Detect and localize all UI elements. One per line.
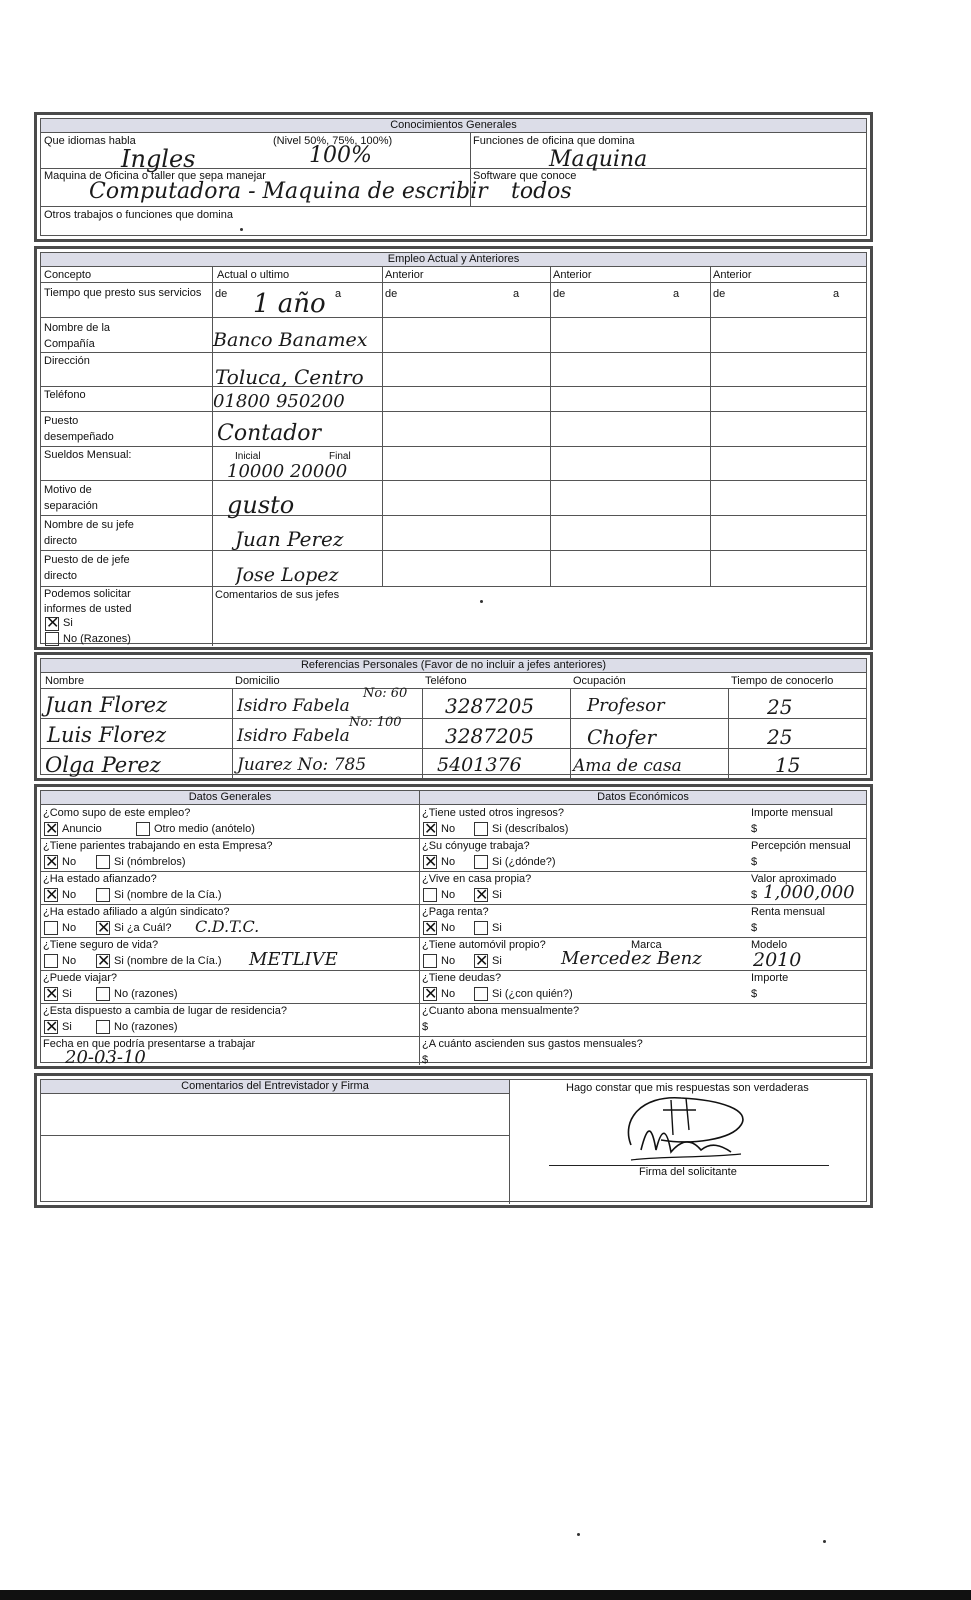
gen-q3-si: Si (nombre de la Cía.) [114, 889, 222, 901]
ref2-tiempo: 25 [767, 725, 793, 749]
eco-q2-no-mark: ✕ [424, 852, 438, 871]
gen-q1-otro: Otro medio (anótelo) [154, 823, 255, 835]
gen-q7-no: No (razones) [114, 1021, 178, 1033]
eco-q6-right: Importe [751, 972, 789, 984]
software-value: todos [511, 179, 572, 204]
gen-q3: ¿Ha estado afianzado? [43, 873, 157, 885]
eco-q8-dollar: $ [422, 1054, 429, 1066]
gen-q2-si: Si (nómbrelos) [114, 856, 186, 868]
row-label-compania: Nombre de la Compañía [44, 322, 111, 350]
podemos-si-mark: ✕ [46, 613, 60, 632]
eco-q2-right: Percepción mensual [751, 840, 851, 852]
puesto-jefe-value: Jose Lopez [235, 566, 339, 585]
jefe-value: Juan Perez [235, 527, 344, 551]
ref3-tiempo: 15 [775, 753, 801, 777]
eco-q5-marca: Marca [631, 939, 662, 951]
gen-q6: ¿Puede viajar? [43, 972, 117, 984]
scan-speck [823, 1540, 826, 1543]
ref3-domicilio: Juarez No: 785 [237, 755, 367, 775]
ref-header-domicilio: Domicilio [235, 675, 280, 687]
eco-q2-dollar: $ [751, 856, 758, 868]
gen-q8: Fecha en que podría presentarse a trabajar [43, 1038, 256, 1050]
gen-q8-value: 20-03-10 [65, 1047, 146, 1068]
ref3-telefono: 5401376 [437, 754, 522, 776]
ref2-nombre: Luis Florez [47, 723, 167, 747]
de-ant3: de [713, 288, 726, 300]
ref3-ocupacion: Ama de casa [573, 756, 682, 776]
podemos-label: Podemos solicitar informes de usted [44, 588, 132, 615]
col-concepto: Concepto [44, 269, 92, 281]
row-label-sueldos: Sueldos Mensual: [44, 449, 132, 461]
ref1-nombre: Juan Florez [45, 693, 168, 717]
eco-q5-si-mark: ✕ [475, 951, 489, 970]
compania-value: Banco Banamex [213, 329, 368, 351]
gen-q7-si-mark: ✕ [45, 1017, 59, 1036]
gen-q6-si: Si [62, 988, 72, 1000]
scan-speck [480, 600, 483, 603]
motivo-value: gusto [227, 491, 295, 519]
eco-q1-no-mark: ✕ [424, 819, 438, 838]
gen-q5-no: No [62, 955, 77, 967]
final-label: Final [329, 451, 351, 462]
a-ant1: a [513, 288, 520, 300]
gen-q1: ¿Como supo de este empleo? [43, 807, 191, 819]
eco-q8: ¿A cuánto ascienden sus gastos mensuales? [422, 1038, 643, 1050]
row-label-direccion: Dirección [44, 355, 90, 367]
firma-label: Firma del solicitante [639, 1166, 737, 1178]
nivel-value: 100% [309, 143, 372, 168]
gen-q5-si-mark: ✕ [97, 951, 111, 970]
eco-q4-no-mark: ✕ [424, 918, 438, 937]
a-actual: a [335, 288, 342, 300]
eco-q4: ¿Paga renta? [422, 906, 489, 918]
gen-q2-si-checkbox[interactable] [96, 855, 110, 869]
podemos-no-label: No (Razones) [63, 633, 131, 645]
firma-section [34, 1073, 873, 1208]
gen-q5: ¿Tiene seguro de vida? [43, 939, 159, 951]
gen-q2-no-mark: ✕ [45, 852, 59, 871]
gen-q6-no: No (razones) [114, 988, 178, 1000]
eco-q4-right: Renta mensual [751, 906, 825, 918]
col-anterior-2: Anterior [553, 269, 592, 281]
eco-q2-si-checkbox[interactable] [474, 855, 488, 869]
gen-q3-no-mark: ✕ [45, 885, 59, 904]
gen-q7-no-checkbox[interactable] [96, 1020, 110, 1034]
gen-q6-si-mark: ✕ [45, 984, 59, 1003]
eco-q4-dollar: $ [751, 922, 758, 934]
tiempo-value: 1 año [253, 289, 326, 319]
eco-q1-no: No [441, 823, 456, 835]
eco-q2-no: No [441, 856, 456, 868]
col-anterior-3: Anterior [713, 269, 752, 281]
direccion-value: Toluca, Centro [215, 365, 364, 389]
nivel-label: (Nivel 50%, 75%, 100%) [273, 135, 393, 147]
gen-q4-si-mark: ✕ [97, 918, 111, 937]
empleo-section [34, 246, 873, 650]
conocimientos-section [34, 112, 873, 242]
conocimientos-title: Conocimientos Generales [41, 119, 866, 133]
ref1-telefono: 3287205 [445, 694, 535, 718]
sueldos-value: 10000 20000 [227, 461, 348, 482]
eco-q5: ¿Tiene automóvil propio? [422, 939, 546, 951]
referencias-section [34, 652, 873, 781]
gen-q1-anuncio-mark: ✕ [45, 819, 59, 838]
eco-q6-si: Si (¿con quién?) [492, 988, 573, 1000]
gen-q7-si: Si [62, 1021, 72, 1033]
gen-q7: ¿Esta dispuesto a cambia de lugar de residencia? [43, 1005, 287, 1017]
inicial-label: Inicial [235, 451, 261, 462]
ref1-domicilio: Isidro Fabela [237, 696, 350, 716]
a-ant3: a [833, 288, 840, 300]
de-actual: de [215, 288, 228, 300]
eco-q7-dollar: $ [422, 1021, 429, 1033]
eco-q2-si: Si (¿dónde?) [492, 856, 556, 868]
gen-q4-no-checkbox[interactable] [44, 921, 58, 935]
constar-text: Hago constar que mis respuestas son verdaderas [566, 1082, 809, 1094]
ref-header-nombre: Nombre [45, 675, 85, 687]
software-label: Software que conoce [473, 170, 577, 182]
signature-image [601, 1090, 791, 1170]
eco-q5-no: No [441, 955, 456, 967]
eco-q5-no-checkbox[interactable] [423, 954, 437, 968]
gen-q4: ¿Ha estado afiliado a algún sindicato? [43, 906, 230, 918]
col-anterior-1: Anterior [385, 269, 424, 281]
otros-label: Otros trabajos o funciones que domina [44, 209, 233, 221]
gen-q5-value: METLIVE [249, 949, 338, 970]
referencias-title: Referencias Personales (Favor de no incluir a jefes anteriores) [41, 659, 866, 673]
row-label-motivo: Motivo de separación [44, 484, 98, 512]
eco-q3-no-checkbox[interactable] [423, 888, 437, 902]
eco-q3-dollar: $ [751, 889, 758, 901]
funciones-value: Maquina [549, 147, 648, 172]
row-label-puesto-jefe: Puesto de de jefe directo [44, 554, 130, 582]
scan-speck [577, 1533, 580, 1536]
eco-q5-si: Si [492, 955, 502, 967]
eco-q1: ¿Tiene usted otros ingresos? [422, 807, 565, 819]
maquina-value: Computadora - Maquina de escribir [89, 179, 488, 204]
gen-q4-no: No [62, 922, 77, 934]
col-actual: Actual o ultimo [217, 269, 290, 281]
telefono-value: 01800 950200 [213, 391, 345, 412]
gen-q5-si: Si (nombre de la Cía.) [114, 955, 222, 967]
ref3-nombre: Olga Perez [45, 753, 161, 777]
gen-q6-no-checkbox[interactable] [96, 987, 110, 1001]
ref-header-tiempo: Tiempo de conocerlo [731, 675, 834, 687]
eco-q6: ¿Tiene deudas? [422, 972, 502, 984]
eco-q3-no: No [441, 889, 456, 901]
gen-q2: ¿Tiene parientes trabajando en esta Empresa? [43, 840, 273, 852]
gen-q4-value: C.D.T.C. [195, 917, 260, 936]
eco-q6-dollar: $ [751, 988, 758, 1000]
ref2-domicilio: Isidro Fabela [237, 726, 350, 746]
eco-q3-si-mark: ✕ [475, 885, 489, 904]
eco-q4-si-checkbox[interactable] [474, 921, 488, 935]
eco-q5-modelo-value: 2010 [753, 949, 802, 971]
a-ant2: a [673, 288, 680, 300]
gen-q5-no-checkbox[interactable] [44, 954, 58, 968]
puesto-value: Contador [217, 421, 322, 446]
eco-q6-no-mark: ✕ [424, 984, 438, 1003]
gen-q1-otro-checkbox[interactable] [136, 822, 150, 836]
ref2-ocupacion: Chofer [587, 725, 657, 749]
ref1-tiempo: 25 [767, 695, 793, 719]
eco-q5-right: Modelo [751, 939, 788, 951]
gen-q1-anuncio: Anuncio [62, 823, 102, 835]
idioma-value: Ingles [121, 145, 196, 173]
eco-q1-dollar: $ [751, 823, 758, 835]
eco-q2: ¿Su cónyuge trabaja? [422, 840, 530, 852]
de-ant2: de [553, 288, 566, 300]
eco-q4-si: Si [492, 922, 502, 934]
idiomas-label: Que idiomas habla [44, 135, 136, 147]
eco-q6-si-checkbox[interactable] [474, 987, 488, 1001]
scan-speck [240, 228, 243, 231]
eco-q6-no: No [441, 988, 456, 1000]
row-label-puesto: Puesto desempeñado [44, 415, 114, 443]
eco-q1-si: Si (descríbalos) [492, 823, 569, 835]
podemos-no-checkbox[interactable] [45, 632, 59, 646]
scan-bottom-edge [0, 1590, 971, 1600]
gen-q2-no: No [62, 856, 77, 868]
generales-title: Datos Generales [41, 791, 419, 805]
ref-header-ocupacion: Ocupación [573, 675, 626, 687]
datos-section [34, 784, 873, 1069]
comentarios-jefes-label: Comentarios de sus jefes [215, 589, 340, 601]
eco-q4-no: No [441, 922, 456, 934]
empleo-title: Empleo Actual y Anteriores [41, 253, 866, 267]
podemos-si-label: Si [63, 617, 73, 629]
ref1-numero: No: 60 [363, 686, 408, 701]
ref2-telefono: 3287205 [445, 724, 535, 748]
row-label-telefono: Teléfono [44, 389, 86, 401]
row-label-tiempo: Tiempo que presto sus servicios [44, 287, 202, 299]
gen-q3-no: No [62, 889, 77, 901]
eco-q3: ¿Vive en casa propia? [422, 873, 532, 885]
eco-q1-right: Importe mensual [751, 807, 833, 819]
de-ant1: de [385, 288, 398, 300]
eco-q1-si-checkbox[interactable] [474, 822, 488, 836]
gen-q4-si: Si ¿a Cuál? [114, 922, 172, 934]
ref2-numero: No: 100 [349, 715, 402, 730]
eco-q3-value: 1,000,000 [763, 882, 855, 903]
comentarios-entrevistador-title: Comentarios del Entrevistador y Firma [41, 1080, 509, 1094]
gen-q3-si-checkbox[interactable] [96, 888, 110, 902]
ref1-ocupacion: Profesor [587, 695, 665, 716]
eco-q7: ¿Cuanto abona mensualmente? [422, 1005, 580, 1017]
row-label-jefe: Nombre de su jefe directo [44, 519, 134, 547]
eco-q3-si: Si [492, 889, 502, 901]
funciones-label: Funciones de oficina que domina [473, 135, 635, 147]
ref-header-telefono: Teléfono [425, 675, 467, 687]
economicos-title: Datos Económicos [420, 791, 866, 805]
eco-q3-right: Valor aproximado [751, 873, 837, 885]
maquina-label: Maquina de Oficina o taller que sepa manejar [44, 170, 266, 182]
eco-q5-marca-value: Mercedez Benz [561, 948, 702, 969]
